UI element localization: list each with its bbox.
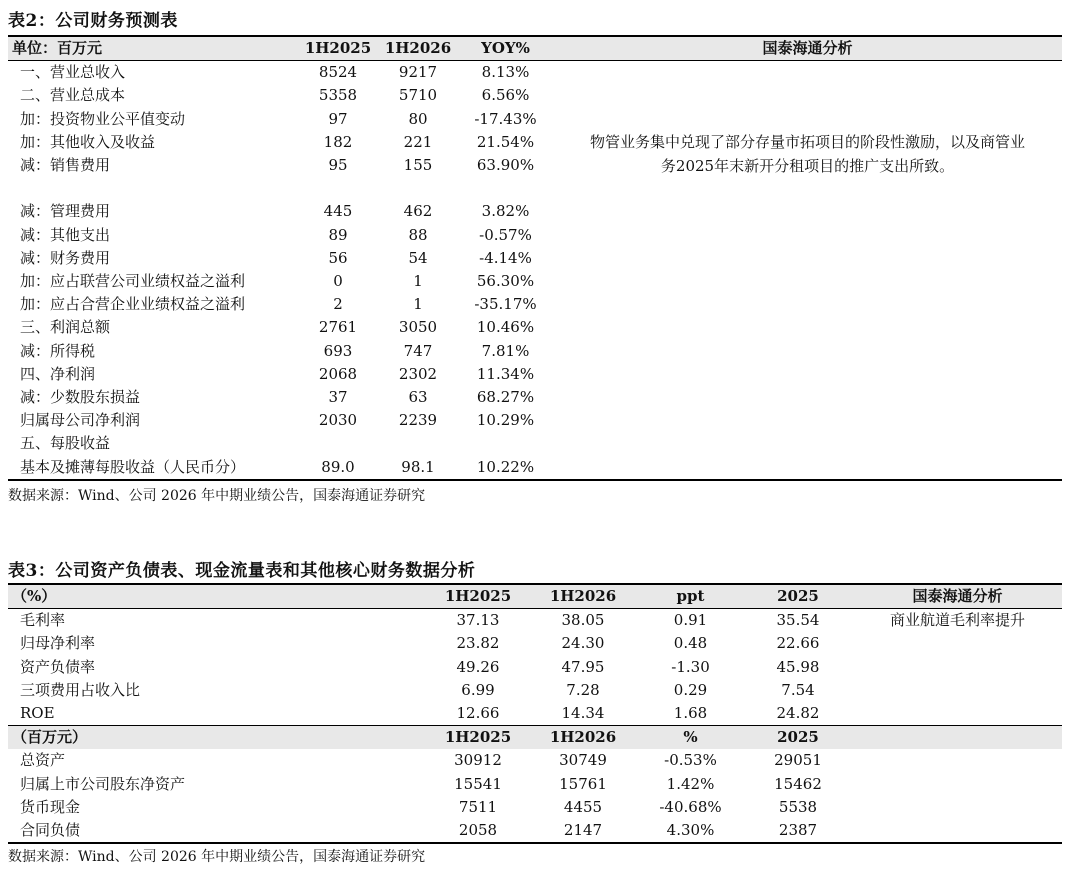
table3-subheader-row bbox=[8, 726, 1062, 750]
empty-cell bbox=[853, 819, 1062, 843]
row-label: 总资产 bbox=[20, 751, 66, 770]
value-1h2026: 63 bbox=[408, 388, 428, 407]
row-label: 减：管理费用 bbox=[20, 202, 111, 221]
table-row bbox=[8, 819, 1062, 843]
value-1h2026: 80 bbox=[408, 109, 428, 128]
value-1h2026: 30749 bbox=[559, 751, 607, 770]
value-yoy: -17.43% bbox=[474, 109, 537, 128]
value-2025: 7.54 bbox=[781, 680, 815, 699]
value-1h2025: 95 bbox=[328, 156, 348, 175]
value-yoy: -35.17% bbox=[474, 295, 537, 314]
value-yoy: -0.57% bbox=[479, 225, 532, 244]
table3-header-cell: （%） bbox=[8, 584, 428, 609]
row-label: 毛利率 bbox=[20, 611, 66, 630]
table2-header-row bbox=[8, 36, 1062, 61]
value-1h2025: 2068 bbox=[318, 364, 358, 383]
row-label: 三项费用占收入比 bbox=[20, 680, 141, 699]
row-label: 加：投资物业公平值变动 bbox=[20, 109, 186, 128]
value-1h2025: 693 bbox=[323, 341, 353, 360]
value-1h2025: 2030 bbox=[318, 411, 358, 430]
value-2025: 2387 bbox=[778, 821, 818, 840]
table3-title: 表3：公司资产负债表、现金流量表和其他核心财务数据分析 bbox=[8, 561, 476, 581]
row-label: 归属母公司净利润 bbox=[20, 411, 141, 430]
value-yoy: 63.90% bbox=[476, 156, 535, 175]
value-1h2026: 9217 bbox=[398, 63, 438, 82]
table-row bbox=[8, 363, 1062, 386]
table-row bbox=[8, 749, 1062, 772]
value-1h2026: 1 bbox=[413, 272, 423, 291]
value-1h2025: 12.66 bbox=[456, 704, 500, 723]
value-1h2026: 38.05 bbox=[561, 611, 605, 630]
value-yoy: 56.30% bbox=[476, 272, 535, 291]
value-1h2025: 8524 bbox=[318, 63, 358, 82]
table3-header-cell: 国泰海通分析 bbox=[853, 584, 1062, 609]
table3-header-cell: 1H2025 bbox=[428, 584, 528, 609]
value-1h2026: 221 bbox=[403, 132, 433, 151]
value-2025: 24.82 bbox=[776, 704, 820, 723]
value-1h2026: 4455 bbox=[563, 797, 603, 816]
table2-source: 数据来源：Wind、公司 2026 年中期业绩公告，国泰海通证券研究 bbox=[8, 488, 426, 504]
row-label bbox=[8, 177, 298, 200]
table-row bbox=[8, 432, 1062, 455]
value-yoy bbox=[458, 432, 553, 455]
value-1h2025: 30912 bbox=[454, 751, 502, 770]
row-label: 二、营业总成本 bbox=[20, 86, 126, 105]
value-1h2026: 747 bbox=[403, 341, 433, 360]
table3-header-cell: ppt bbox=[638, 584, 743, 609]
table2-header-cell: YOY% bbox=[458, 36, 553, 61]
value-1h2025: 37.13 bbox=[456, 611, 500, 630]
table3-header-cell: 2025 bbox=[743, 584, 853, 609]
empty-cell bbox=[553, 340, 1062, 363]
value-1h2026: 47.95 bbox=[561, 657, 605, 676]
value-yoy: 10.29% bbox=[476, 411, 535, 430]
table-row bbox=[8, 340, 1062, 363]
value-1h2026: 3050 bbox=[398, 318, 438, 337]
value-yoy: 7.81% bbox=[481, 341, 530, 360]
analysis-note: 商业航道毛利率提升 bbox=[889, 611, 1025, 630]
empty-cell bbox=[553, 363, 1062, 386]
table3-header-row bbox=[8, 584, 1062, 609]
table-row bbox=[8, 456, 1062, 480]
value-1h2025: 445 bbox=[323, 202, 353, 221]
value-yoy: 3.82% bbox=[481, 202, 530, 221]
table-row bbox=[8, 679, 1062, 702]
value-ppt: 0.91 bbox=[673, 611, 708, 630]
row-label: 五、每股收益 bbox=[20, 434, 111, 453]
table3-source: 数据来源：Wind、公司 2026 年中期业绩公告，国泰海通证券研究 bbox=[8, 849, 426, 865]
value-1h2025: 89.0 bbox=[321, 457, 355, 476]
value-yoy: 68.27% bbox=[476, 388, 535, 407]
value-yoy: -4.14% bbox=[479, 248, 532, 267]
row-label: ROE bbox=[20, 704, 55, 723]
forecast-table bbox=[8, 35, 1062, 481]
value-1h2026: 15761 bbox=[559, 774, 607, 793]
value-yoy: 10.46% bbox=[476, 318, 535, 337]
value-1h2026: 5710 bbox=[398, 86, 438, 105]
table2-header-cell: 单位：百万元 bbox=[8, 36, 298, 61]
row-label: 归属上市公司股东净资产 bbox=[20, 774, 186, 793]
empty-cell bbox=[553, 432, 1062, 455]
value-yoy: 8.13% bbox=[481, 63, 530, 82]
value-1h2026: 2147 bbox=[563, 821, 603, 840]
value-1h2025 bbox=[298, 177, 378, 200]
table-row bbox=[8, 386, 1062, 409]
empty-cell bbox=[553, 270, 1062, 293]
row-label: 加：应占合营企业业绩权益之溢利 bbox=[20, 295, 246, 314]
empty-cell bbox=[553, 409, 1062, 432]
empty-cell bbox=[553, 386, 1062, 409]
value-ppt: 0.48 bbox=[673, 634, 708, 653]
row-label: 减：财务费用 bbox=[20, 248, 111, 267]
table2-header-cell: 国泰海通分析 bbox=[553, 36, 1062, 61]
value-ppt: -1.30 bbox=[671, 657, 710, 676]
value-1h2025: 0 bbox=[333, 272, 343, 291]
value-2025: 45.98 bbox=[776, 657, 820, 676]
value-1h2026: 98.1 bbox=[401, 457, 435, 476]
row-label: 基本及摊薄每股收益（人民币分） bbox=[20, 457, 246, 476]
value-1h2025: 49.26 bbox=[456, 657, 500, 676]
value-1h2026: 1 bbox=[413, 295, 423, 314]
value-yoy: 11.34% bbox=[476, 364, 535, 383]
value-yoy: 6.56% bbox=[481, 86, 530, 105]
row-label: 加：应占联营公司业绩权益之溢利 bbox=[20, 272, 246, 291]
row-label: 减：销售费用 bbox=[20, 156, 111, 175]
table2-header-cell: 1H2025 bbox=[298, 36, 378, 61]
value-pct: 1.42% bbox=[666, 774, 715, 793]
table-row bbox=[8, 632, 1062, 655]
empty-cell bbox=[853, 726, 1062, 750]
row-label: 减：其他支出 bbox=[20, 225, 111, 244]
value-1h2026: 24.30 bbox=[561, 634, 605, 653]
row-label: 加：其他收入及收益 bbox=[20, 132, 156, 151]
analysis-note bbox=[853, 679, 1062, 702]
value-1h2026: 155 bbox=[403, 156, 433, 175]
row-label: 减：少数股东损益 bbox=[20, 388, 141, 407]
value-1h2025: 182 bbox=[323, 132, 353, 151]
table-row bbox=[8, 270, 1062, 293]
balance-sheet-table bbox=[8, 583, 1062, 844]
table3-header-cell: 1H2026 bbox=[528, 584, 638, 609]
value-2025: 5538 bbox=[778, 797, 818, 816]
value-1h2025: 2761 bbox=[318, 318, 358, 337]
table3-subheader-cell: 1H2025 bbox=[428, 726, 528, 750]
value-1h2025: 2058 bbox=[458, 821, 498, 840]
value-yoy: 21.54% bbox=[476, 132, 535, 151]
value-1h2026 bbox=[378, 177, 458, 200]
value-pct: 4.30% bbox=[666, 821, 715, 840]
row-label: 合同负债 bbox=[20, 821, 81, 840]
value-1h2025: 2 bbox=[333, 295, 343, 314]
table2-title: 表2：公司财务预测表 bbox=[8, 11, 178, 31]
table3-subheader-cell: % bbox=[638, 726, 743, 750]
value-1h2026: 14.34 bbox=[561, 704, 605, 723]
empty-cell bbox=[553, 316, 1062, 339]
value-1h2026 bbox=[378, 432, 458, 455]
value-2025: 22.66 bbox=[776, 634, 820, 653]
value-1h2025: 23.82 bbox=[456, 634, 500, 653]
value-1h2025: 7511 bbox=[458, 797, 498, 816]
table-row bbox=[8, 656, 1062, 679]
table3-subheader-cell: 1H2026 bbox=[528, 726, 638, 750]
value-1h2025: 56 bbox=[328, 248, 348, 267]
value-1h2025 bbox=[298, 432, 378, 455]
value-1h2026: 462 bbox=[403, 202, 433, 221]
table-row bbox=[8, 609, 1062, 633]
row-label: 资产负债率 bbox=[20, 657, 96, 676]
value-1h2025: 97 bbox=[328, 109, 348, 128]
table-row bbox=[8, 773, 1062, 796]
empty-cell bbox=[553, 456, 1062, 480]
empty-cell bbox=[553, 293, 1062, 316]
analysis-comment: 物管业务集中兑现了部分存量市拓项目的阶段性激励，以及商管业务2025年末新开分租项目的推广支出所致。 bbox=[589, 133, 1025, 175]
value-1h2025: 15541 bbox=[454, 774, 502, 793]
table-row bbox=[8, 293, 1062, 316]
table-row bbox=[8, 409, 1062, 432]
value-pct: -0.53% bbox=[664, 751, 717, 770]
table2-header-cell: 1H2026 bbox=[378, 36, 458, 61]
row-label: 减：所得税 bbox=[20, 341, 96, 360]
row-label: 四、净利润 bbox=[20, 364, 96, 383]
value-1h2025: 37 bbox=[328, 388, 348, 407]
value-1h2026: 2302 bbox=[398, 364, 438, 383]
table-row bbox=[8, 702, 1062, 726]
value-2025: 35.54 bbox=[776, 611, 820, 630]
value-1h2025: 5358 bbox=[318, 86, 358, 105]
value-1h2026: 88 bbox=[408, 225, 428, 244]
empty-cell bbox=[853, 749, 1062, 772]
value-ppt: 0.29 bbox=[673, 680, 708, 699]
value-2025: 29051 bbox=[774, 751, 822, 770]
value-1h2026: 54 bbox=[408, 248, 428, 267]
empty-cell bbox=[853, 773, 1062, 796]
value-1h2026: 7.28 bbox=[566, 680, 600, 699]
table-row bbox=[8, 796, 1062, 819]
empty-cell bbox=[853, 796, 1062, 819]
value-pct: -40.68% bbox=[659, 797, 722, 816]
row-label: 三、利润总额 bbox=[20, 318, 111, 337]
analysis-note bbox=[853, 632, 1062, 655]
table3-subheader-cell: （百万元） bbox=[8, 726, 428, 750]
table-row bbox=[8, 247, 1062, 270]
empty-cell bbox=[553, 247, 1062, 270]
table3-subheader-cell: 2025 bbox=[743, 726, 853, 750]
value-1h2026: 2239 bbox=[398, 411, 438, 430]
row-label: 一、营业总收入 bbox=[20, 63, 126, 82]
row-label: 归母净利率 bbox=[20, 634, 96, 653]
row-label: 货币现金 bbox=[20, 797, 81, 816]
table-row bbox=[8, 316, 1062, 339]
table-row bbox=[8, 61, 1062, 85]
value-1h2025: 89 bbox=[328, 225, 348, 244]
value-ppt: 1.68 bbox=[673, 704, 708, 723]
analysis-note bbox=[853, 656, 1062, 679]
value-yoy: 10.22% bbox=[476, 457, 535, 476]
value-1h2025: 6.99 bbox=[461, 680, 495, 699]
value-2025: 15462 bbox=[774, 774, 822, 793]
analysis-note bbox=[853, 702, 1062, 726]
value-yoy bbox=[458, 177, 553, 200]
